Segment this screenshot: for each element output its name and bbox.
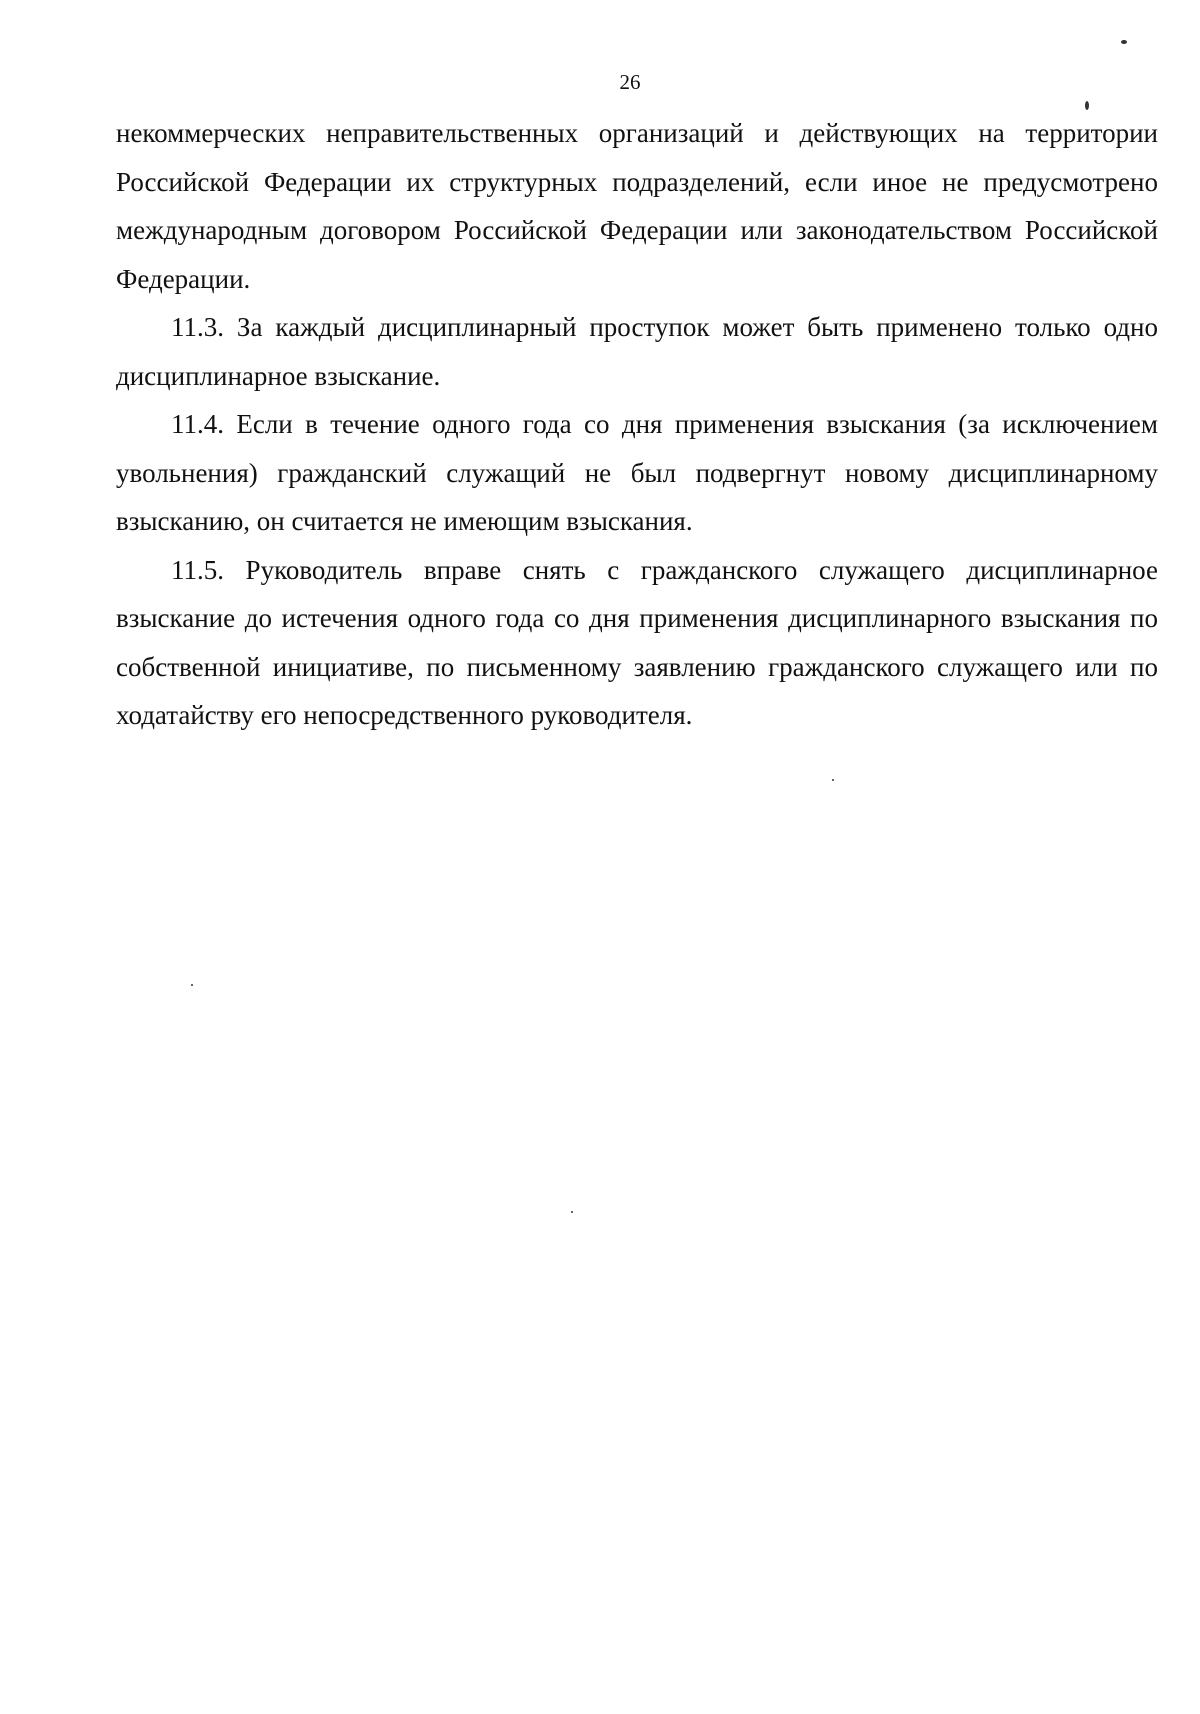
page-number: 26 [619, 70, 641, 94]
paragraph-11-5: 11.5. Руководитель вправе снять с гражданского служащего дисциплинарное взыскание до истечения одного года со дня применения дисциплинарного взыскания по собственной инициативе, по письменному заявлению гражданского служащего или по ходатайству его непосредственного руководителя. [116, 554, 1158, 730]
scan-speck [571, 1211, 573, 1213]
scan-speck [1121, 40, 1127, 44]
scan-speck [191, 984, 193, 986]
document-body [116, 109, 1158, 740]
paragraph-11-4: 11.4. Если в течение одного года со дня применения взыскания (за исключением увольнения) гражданский служащий не был подвергнут новому дисциплинарному взысканию, он считается не имеющим взыскания. [116, 409, 1158, 536]
paragraph-continuation: некоммерческих неправительственных организаций и действующих на территории Российской Федерации их структурных подразделений, если иное не предусмотрено международным договором Российской Федерации или законодательством Российской Федерации. [116, 118, 1158, 294]
scan-speck [1085, 101, 1089, 110]
paragraph-11-3: 11.3. За каждый дисциплинарный проступок может быть применено только одно дисциплинарное взыскание. [116, 312, 1158, 391]
scan-speck [832, 779, 834, 781]
